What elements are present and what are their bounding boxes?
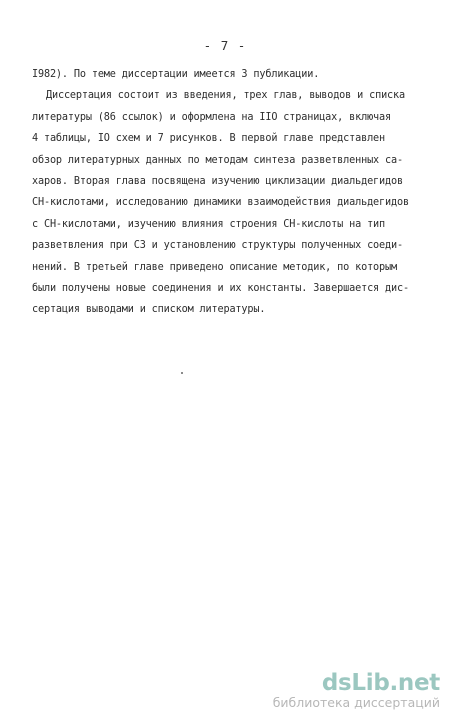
text-line: обзор литературных данных по методам синтеза разветвленных са- (32, 154, 403, 166)
text-line: разветвления при СЗ и установлению структуры полученных соеди- (32, 240, 403, 252)
watermark-tagline: библиотека диссертаций (272, 695, 440, 710)
watermark[interactable] (250, 671, 440, 711)
text-line: 4 таблицы, IO схем и 7 рисунков. В первой главе представлен (32, 133, 386, 145)
body-paragraph (32, 64, 432, 321)
text-line: харов. Вторая глава посвящена изучению циклизации диальдегидов (32, 176, 403, 188)
text-line: с CH-кислотами, изучению влияния строения CH-кислоты на тип (32, 218, 386, 230)
text-line: были получены новые соединения и их константы. Завершается дис- (32, 283, 409, 295)
text-line: нений. В третьей главе приведено описание методик, по которым (32, 261, 397, 273)
scan-speck (181, 372, 183, 374)
text-line: I982). По теме диссертации имеется 3 публикации. (32, 69, 320, 80)
text-line: сертация выводами и списком литературы. (32, 304, 266, 316)
text-line: Диссертация состоит из введения, трех глав, выводов и списка (46, 90, 406, 102)
watermark-logo[interactable]: dsLib.net (321, 670, 440, 696)
text-line: CH-кислотами, исследованию динамики взаимодействия диальдегидов (32, 197, 409, 209)
text-line: литературы (86 ссылок) и оформлена на IIO страницах, включая (32, 111, 392, 123)
page-number: - 7 - (203, 38, 247, 53)
